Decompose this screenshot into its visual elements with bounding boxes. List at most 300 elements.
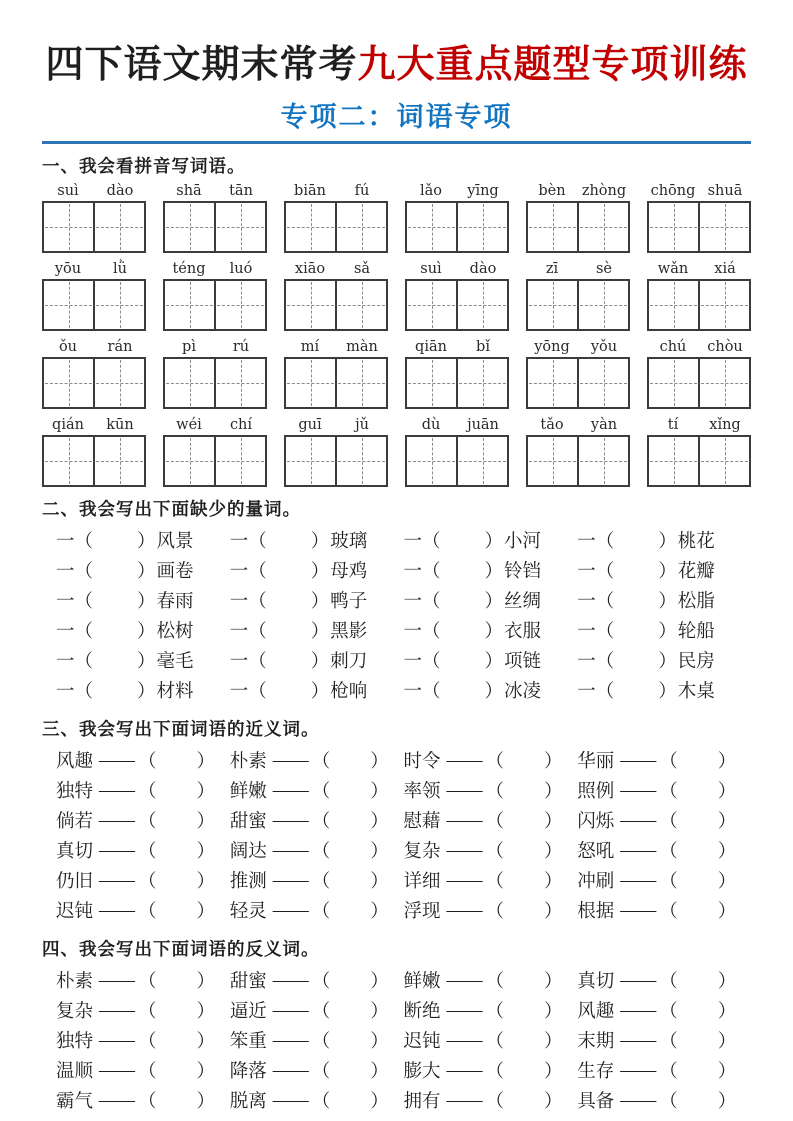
quantifier-item bbox=[577, 587, 751, 617]
noun-word: 轮船 bbox=[677, 621, 715, 642]
pinyin-label bbox=[405, 182, 509, 201]
close-paren: ） bbox=[310, 681, 330, 702]
prompt-word: 真切 bbox=[577, 971, 615, 992]
close-paren: ） bbox=[137, 591, 156, 612]
pinyin-syllable: téng bbox=[172, 260, 206, 277]
pinyin-word-item bbox=[405, 260, 509, 331]
pinyin-syllable: dào bbox=[106, 182, 134, 199]
writing-grid-box bbox=[526, 357, 630, 409]
grid-cell bbox=[407, 281, 456, 329]
long-dash: —— bbox=[99, 750, 135, 771]
pinyin-syllable: yǒu bbox=[590, 338, 618, 355]
pinyin-writing-grid bbox=[42, 182, 751, 487]
pinyin-syllable: pì bbox=[182, 338, 196, 355]
synonym-item bbox=[404, 747, 578, 777]
grid-cell bbox=[528, 281, 577, 329]
close-paren: ） bbox=[544, 1091, 563, 1112]
pinyin-syllable: shā bbox=[176, 182, 202, 199]
synonym-item bbox=[56, 837, 230, 867]
pinyin-syllable: qiān bbox=[415, 338, 447, 355]
open-paren: （ bbox=[138, 1061, 157, 1082]
writing-grid-box bbox=[526, 435, 630, 487]
pinyin-label bbox=[405, 260, 509, 279]
grid-cell bbox=[577, 281, 628, 329]
close-paren: ） bbox=[310, 561, 330, 582]
numeral-one: 一 bbox=[403, 621, 423, 642]
grid-cell bbox=[456, 281, 507, 329]
grid-cell bbox=[335, 281, 386, 329]
pinyin-word-item bbox=[405, 338, 509, 409]
prompt-word: 朴素 bbox=[229, 751, 267, 772]
open-paren: （ bbox=[248, 531, 267, 552]
numeral-one: 一 bbox=[56, 591, 75, 612]
open-paren: （ bbox=[311, 1031, 331, 1052]
antonym-item bbox=[404, 1087, 578, 1117]
pinyin-syllable: zī bbox=[545, 260, 559, 277]
pinyin-word-item bbox=[163, 260, 267, 331]
open-paren: （ bbox=[138, 841, 157, 862]
close-paren: ） bbox=[658, 591, 677, 612]
open-paren: （ bbox=[659, 1001, 678, 1022]
open-paren: （ bbox=[595, 561, 615, 582]
long-dash: —— bbox=[272, 970, 308, 991]
pinyin-label bbox=[284, 338, 388, 357]
grid-cell bbox=[577, 437, 628, 485]
pinyin-word-item bbox=[42, 416, 146, 487]
open-paren: （ bbox=[74, 591, 94, 612]
pinyin-syllable: rú bbox=[232, 338, 250, 355]
pinyin-label bbox=[405, 338, 509, 357]
long-dash: —— bbox=[272, 1030, 308, 1051]
prompt-word: 甜蜜 bbox=[229, 971, 267, 992]
writing-grid-box bbox=[405, 357, 509, 409]
noun-word: 衣服 bbox=[504, 621, 542, 642]
long-dash: —— bbox=[620, 1090, 656, 1111]
pinyin-syllable: chōng bbox=[650, 182, 696, 199]
pinyin-label bbox=[163, 416, 267, 435]
quantifier-list bbox=[56, 527, 751, 707]
prompt-word: 复杂 bbox=[403, 841, 441, 862]
grid-cell bbox=[649, 359, 698, 407]
grid-cell bbox=[335, 437, 386, 485]
pinyin-syllable: fú bbox=[354, 182, 370, 199]
close-paren: ） bbox=[544, 781, 563, 802]
prompt-word: 照例 bbox=[577, 781, 615, 802]
close-paren: ） bbox=[196, 971, 216, 992]
open-paren: （ bbox=[485, 841, 505, 862]
prompt-word: 阔达 bbox=[229, 841, 267, 862]
long-dash: —— bbox=[446, 970, 482, 991]
long-dash: —— bbox=[446, 1000, 482, 1021]
pinyin-syllable: chú bbox=[659, 338, 687, 355]
open-paren: （ bbox=[138, 781, 157, 802]
prompt-word: 拥有 bbox=[403, 1091, 441, 1112]
synonym-item bbox=[404, 777, 578, 807]
prompt-word: 降落 bbox=[229, 1061, 267, 1082]
open-paren: （ bbox=[659, 781, 678, 802]
long-dash: —— bbox=[620, 1060, 656, 1081]
close-paren: ） bbox=[717, 1091, 737, 1112]
long-dash: —— bbox=[446, 810, 482, 831]
numeral-one: 一 bbox=[56, 621, 75, 642]
noun-word: 材料 bbox=[156, 681, 194, 702]
grid-cell bbox=[649, 203, 698, 251]
grid-cell bbox=[407, 203, 456, 251]
antonym-item bbox=[230, 997, 404, 1027]
synonym-item bbox=[404, 867, 578, 897]
close-paren: ） bbox=[658, 651, 677, 672]
antonym-item bbox=[404, 1027, 578, 1057]
quantifier-item bbox=[230, 677, 404, 707]
prompt-word: 仍旧 bbox=[56, 871, 94, 892]
grid-cell bbox=[698, 203, 749, 251]
prompt-word: 推测 bbox=[229, 871, 267, 892]
close-paren: ） bbox=[544, 1061, 563, 1082]
open-paren: （ bbox=[595, 591, 615, 612]
pinyin-label bbox=[526, 260, 630, 279]
noun-word: 松脂 bbox=[677, 591, 715, 612]
writing-grid-box bbox=[526, 279, 630, 331]
open-paren: （ bbox=[485, 1061, 505, 1082]
numeral-one: 一 bbox=[577, 681, 596, 702]
prompt-word: 朴素 bbox=[56, 971, 94, 992]
synonym-item bbox=[577, 867, 751, 897]
close-paren: ） bbox=[196, 901, 216, 922]
open-paren: （ bbox=[311, 1061, 331, 1082]
pinyin-syllable: rán bbox=[107, 338, 133, 355]
pinyin-word-item bbox=[526, 260, 630, 331]
pinyin-syllable: sǎ bbox=[353, 260, 371, 277]
noun-word: 铃铛 bbox=[504, 561, 542, 582]
antonym-item bbox=[577, 1087, 751, 1117]
antonym-item bbox=[404, 997, 578, 1027]
pinyin-word-item bbox=[526, 338, 630, 409]
grid-cell bbox=[44, 281, 93, 329]
synonym-list bbox=[56, 747, 751, 927]
synonym-item bbox=[56, 897, 230, 927]
close-paren: ） bbox=[717, 781, 737, 802]
writing-grid-box bbox=[647, 357, 751, 409]
pinyin-word-item bbox=[526, 182, 630, 253]
close-paren: ） bbox=[717, 871, 737, 892]
open-paren: （ bbox=[138, 751, 157, 772]
pinyin-word-item bbox=[647, 338, 751, 409]
prompt-word: 甜蜜 bbox=[229, 811, 267, 832]
writing-grid-box bbox=[647, 435, 751, 487]
open-paren: （ bbox=[74, 621, 94, 642]
long-dash: —— bbox=[99, 840, 135, 861]
long-dash: —— bbox=[99, 810, 135, 831]
close-paren: ） bbox=[544, 971, 563, 992]
prompt-word: 根据 bbox=[577, 901, 615, 922]
open-paren: （ bbox=[659, 871, 678, 892]
pinyin-word-item bbox=[163, 338, 267, 409]
open-paren: （ bbox=[311, 841, 331, 862]
quantifier-item bbox=[56, 527, 230, 557]
open-paren: （ bbox=[422, 531, 441, 552]
open-paren: （ bbox=[74, 681, 94, 702]
grid-cell bbox=[577, 359, 628, 407]
antonym-item bbox=[230, 1087, 404, 1117]
close-paren: ） bbox=[370, 811, 389, 832]
open-paren: （ bbox=[485, 1091, 505, 1112]
numeral-one: 一 bbox=[403, 561, 423, 582]
long-dash: —— bbox=[446, 1060, 482, 1081]
pinyin-syllable: wéi bbox=[176, 416, 202, 433]
writing-grid-box bbox=[405, 435, 509, 487]
pinyin-syllable: qián bbox=[52, 416, 84, 433]
noun-word: 鸭子 bbox=[330, 591, 368, 612]
close-paren: ） bbox=[544, 751, 563, 772]
long-dash: —— bbox=[272, 1060, 308, 1081]
writing-grid-box bbox=[163, 279, 267, 331]
pinyin-label bbox=[647, 416, 751, 435]
open-paren: （ bbox=[659, 811, 678, 832]
open-paren: （ bbox=[311, 901, 331, 922]
long-dash: —— bbox=[620, 810, 656, 831]
long-dash: —— bbox=[99, 970, 135, 991]
close-paren: ） bbox=[196, 871, 216, 892]
numeral-one: 一 bbox=[577, 561, 596, 582]
prompt-word: 脱离 bbox=[229, 1091, 267, 1112]
long-dash: —— bbox=[272, 750, 308, 771]
close-paren: ） bbox=[717, 901, 737, 922]
long-dash: —— bbox=[272, 1000, 308, 1021]
prompt-word: 冲刷 bbox=[577, 871, 615, 892]
pinyin-label bbox=[284, 416, 388, 435]
prompt-word: 独特 bbox=[56, 1031, 94, 1052]
grid-cell bbox=[44, 437, 93, 485]
antonym-item bbox=[56, 1057, 230, 1087]
quantifier-item bbox=[577, 677, 751, 707]
open-paren: （ bbox=[595, 681, 615, 702]
prompt-word: 风趣 bbox=[577, 1001, 615, 1022]
open-paren: （ bbox=[422, 621, 441, 642]
grid-cell bbox=[93, 281, 144, 329]
pinyin-syllable: bèn bbox=[538, 182, 566, 199]
open-paren: （ bbox=[422, 681, 441, 702]
grid-cell bbox=[528, 359, 577, 407]
grid-cell bbox=[335, 359, 386, 407]
pinyin-word-item bbox=[405, 416, 509, 487]
numeral-one: 一 bbox=[577, 651, 596, 672]
close-paren: ） bbox=[658, 531, 677, 552]
numeral-one: 一 bbox=[56, 561, 75, 582]
synonym-item bbox=[577, 807, 751, 837]
open-paren: （ bbox=[74, 531, 94, 552]
prompt-word: 闪烁 bbox=[577, 811, 615, 832]
grid-cell bbox=[649, 437, 698, 485]
pinyin-syllable: ǒu bbox=[58, 338, 78, 355]
numeral-one: 一 bbox=[229, 681, 249, 702]
pinyin-word-item bbox=[284, 182, 388, 253]
close-paren: ） bbox=[658, 681, 677, 702]
noun-word: 小河 bbox=[504, 531, 542, 552]
noun-word: 黑影 bbox=[330, 621, 368, 642]
open-paren: （ bbox=[311, 1001, 331, 1022]
open-paren: （ bbox=[248, 621, 267, 642]
pinyin-word-item bbox=[284, 338, 388, 409]
close-paren: ） bbox=[544, 1001, 563, 1022]
noun-word: 风景 bbox=[156, 531, 194, 552]
close-paren: ） bbox=[196, 811, 216, 832]
open-paren: （ bbox=[485, 811, 505, 832]
prompt-word: 轻灵 bbox=[229, 901, 267, 922]
noun-word: 春雨 bbox=[156, 591, 194, 612]
pinyin-label bbox=[284, 182, 388, 201]
writing-grid-box bbox=[284, 279, 388, 331]
open-paren: （ bbox=[485, 1031, 505, 1052]
open-paren: （ bbox=[485, 901, 505, 922]
pinyin-word-item bbox=[163, 416, 267, 487]
open-paren: （ bbox=[248, 591, 267, 612]
numeral-one: 一 bbox=[229, 531, 249, 552]
open-paren: （ bbox=[248, 681, 267, 702]
grid-cell bbox=[456, 359, 507, 407]
noun-word: 枪响 bbox=[330, 681, 368, 702]
prompt-word: 独特 bbox=[56, 781, 94, 802]
close-paren: ） bbox=[196, 751, 216, 772]
long-dash: —— bbox=[620, 1000, 656, 1021]
pinyin-syllable: xiá bbox=[714, 260, 736, 277]
synonym-item bbox=[230, 807, 404, 837]
pinyin-label bbox=[42, 416, 146, 435]
quantifier-item bbox=[230, 587, 404, 617]
pinyin-word-item bbox=[647, 182, 751, 253]
open-paren: （ bbox=[595, 531, 615, 552]
pinyin-syllable: wǎn bbox=[657, 260, 689, 277]
grid-cell bbox=[698, 359, 749, 407]
section-3-heading: 三、我会写出下面词语的近义词。 bbox=[42, 718, 320, 739]
numeral-one: 一 bbox=[229, 561, 249, 582]
pinyin-syllable: tān bbox=[229, 182, 253, 199]
pinyin-label bbox=[42, 260, 146, 279]
close-paren: ） bbox=[370, 841, 389, 862]
synonym-item bbox=[404, 807, 578, 837]
synonym-item bbox=[577, 747, 751, 777]
open-paren: （ bbox=[138, 901, 157, 922]
pinyin-syllable: tí bbox=[667, 416, 679, 433]
close-paren: ） bbox=[370, 1001, 389, 1022]
prompt-word: 温顺 bbox=[56, 1061, 94, 1082]
long-dash: —— bbox=[446, 900, 482, 921]
antonym-item bbox=[577, 1057, 751, 1087]
quantifier-item bbox=[56, 617, 230, 647]
open-paren: （ bbox=[485, 971, 505, 992]
close-paren: ） bbox=[370, 1091, 389, 1112]
writing-grid-box bbox=[647, 201, 751, 253]
antonym-item bbox=[56, 1087, 230, 1117]
grid-cell bbox=[456, 203, 507, 251]
quantifier-item bbox=[230, 527, 404, 557]
long-dash: —— bbox=[446, 1030, 482, 1051]
open-paren: （ bbox=[659, 1061, 678, 1082]
prompt-word: 复杂 bbox=[56, 1001, 94, 1022]
close-paren: ） bbox=[717, 751, 737, 772]
prompt-word: 笨重 bbox=[229, 1031, 267, 1052]
synonym-item bbox=[404, 837, 578, 867]
quantifier-item bbox=[404, 677, 578, 707]
writing-grid-box bbox=[42, 279, 146, 331]
close-paren: ） bbox=[196, 841, 216, 862]
pinyin-label bbox=[163, 260, 267, 279]
close-paren: ） bbox=[196, 1061, 216, 1082]
close-paren: ） bbox=[717, 811, 737, 832]
writing-grid-box bbox=[526, 201, 630, 253]
antonym-item bbox=[404, 967, 578, 997]
synonym-item bbox=[56, 777, 230, 807]
long-dash: —— bbox=[99, 780, 135, 801]
antonym-item bbox=[230, 967, 404, 997]
grid-cell bbox=[286, 203, 335, 251]
quantifier-item bbox=[404, 587, 578, 617]
long-dash: —— bbox=[99, 1030, 135, 1051]
pinyin-syllable: suì bbox=[420, 260, 442, 277]
grid-cell bbox=[165, 359, 214, 407]
grid-cell bbox=[577, 203, 628, 251]
pinyin-syllable: biān bbox=[294, 182, 326, 199]
prompt-word: 迟钝 bbox=[56, 901, 94, 922]
noun-word: 画卷 bbox=[156, 561, 194, 582]
open-paren: （ bbox=[659, 901, 678, 922]
long-dash: —— bbox=[446, 1090, 482, 1111]
numeral-one: 一 bbox=[577, 531, 596, 552]
grid-cell bbox=[649, 281, 698, 329]
open-paren: （ bbox=[138, 1031, 157, 1052]
long-dash: —— bbox=[99, 1000, 135, 1021]
synonym-item bbox=[230, 747, 404, 777]
pinyin-syllable: kūn bbox=[106, 416, 134, 433]
open-paren: （ bbox=[248, 651, 267, 672]
pinyin-label bbox=[284, 260, 388, 279]
open-paren: （ bbox=[659, 1091, 678, 1112]
prompt-word: 倘若 bbox=[56, 811, 94, 832]
quantifier-item bbox=[230, 617, 404, 647]
pinyin-syllable: dù bbox=[421, 416, 441, 433]
pinyin-word-item bbox=[284, 260, 388, 331]
close-paren: ） bbox=[370, 781, 389, 802]
long-dash: —— bbox=[446, 840, 482, 861]
grid-cell bbox=[698, 281, 749, 329]
antonym-item bbox=[577, 967, 751, 997]
close-paren: ） bbox=[310, 591, 330, 612]
noun-word: 项链 bbox=[504, 651, 542, 672]
pinyin-syllable: sè bbox=[595, 260, 613, 277]
close-paren: ） bbox=[196, 781, 216, 802]
pinyin-syllable: xiāo bbox=[294, 260, 326, 277]
synonym-item bbox=[577, 897, 751, 927]
close-paren: ） bbox=[310, 531, 330, 552]
grid-cell bbox=[335, 203, 386, 251]
grid-cell bbox=[165, 281, 214, 329]
prompt-word: 风趣 bbox=[56, 751, 94, 772]
pinyin-word-item bbox=[42, 338, 146, 409]
quantifier-item bbox=[56, 587, 230, 617]
pinyin-label bbox=[526, 416, 630, 435]
open-paren: （ bbox=[138, 971, 157, 992]
numeral-one: 一 bbox=[229, 651, 249, 672]
open-paren: （ bbox=[485, 1001, 505, 1022]
long-dash: —— bbox=[620, 840, 656, 861]
open-paren: （ bbox=[595, 651, 615, 672]
pinyin-label bbox=[163, 338, 267, 357]
pinyin-syllable: chí bbox=[229, 416, 253, 433]
synonym-item bbox=[404, 897, 578, 927]
open-paren: （ bbox=[138, 871, 157, 892]
close-paren: ） bbox=[544, 871, 563, 892]
prompt-word: 慰藉 bbox=[403, 811, 441, 832]
open-paren: （ bbox=[422, 651, 441, 672]
